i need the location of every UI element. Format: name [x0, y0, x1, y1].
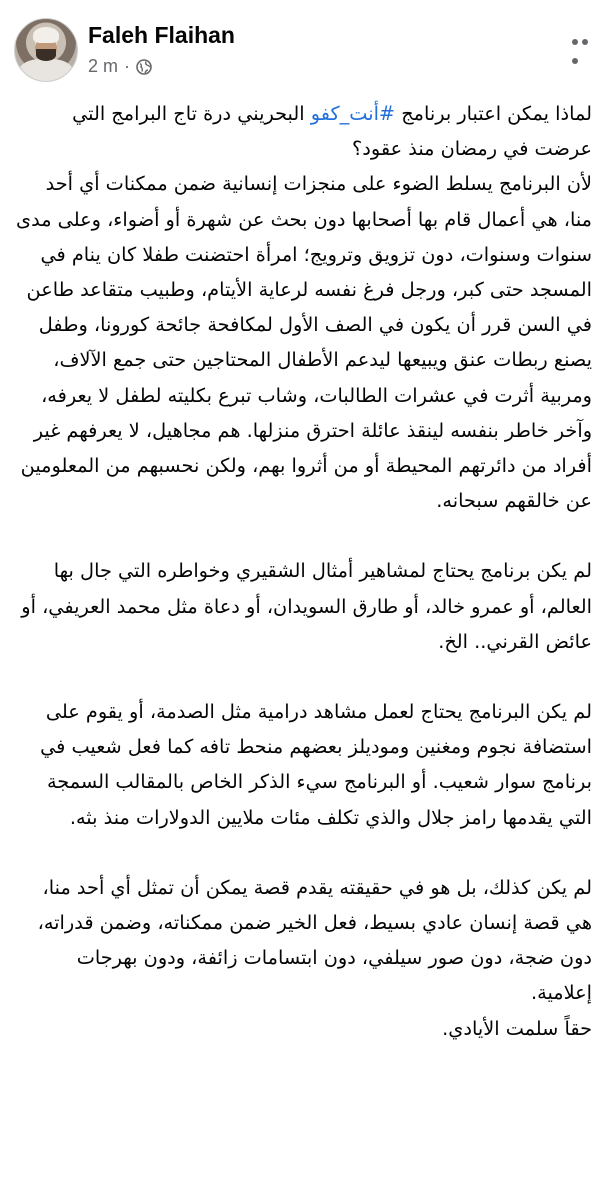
- globe-icon[interactable]: [136, 59, 152, 75]
- meta-separator: ·: [124, 56, 131, 76]
- post-header: [0, 0, 612, 88]
- hashtag-link[interactable]: #أنت_كفو: [310, 102, 396, 125]
- post-time[interactable]: 2 m: [88, 56, 119, 76]
- post-meta: [88, 56, 152, 77]
- post-text-1a: لماذا يمكن اعتبار برنامج: [395, 102, 592, 125]
- post-paragraph-2: لم يكن برنامج يحتاج لمشاهير أمثال الشقيري وخواطره التي جال بها العالم، أو عمرو خالد، أو طارق السويدان، أو دعاة مثل محمد العريفي، أو عائض القرني.. الخ.: [21, 559, 592, 653]
- post-paragraph-1: [16, 96, 592, 518]
- author-avatar[interactable]: [14, 18, 78, 82]
- post-paragraph-4: لم يكن كذلك، بل هو في حقيقته يقدم قصة يمكن أن تمثل أي أحد منا، هي قصة إنسان عادي بسيط، فعل الخير ضمن ممكناته، وضمن قدراته، دون ضجة، دون صور سيلفي، دون ابتسامات زائفة، ودون بهرجات إعلامية.: [37, 875, 592, 1005]
- post-paragraph-5: حقاً سلمت الأيادي.: [442, 1016, 592, 1040]
- author-name[interactable]: Faleh Flaihan: [88, 22, 235, 48]
- more-options-icon[interactable]: [570, 30, 598, 40]
- post-paragraph-3: لم يكن البرنامج يحتاج لعمل مشاهد درامية مثل الصدمة، أو يقوم على استضافة نجوم ومغنين وموديلز بعضهم منحط تافه كما فعل شعيب في برنامج سوار شعيب. أو البرنامج سيء الذكر الخاص بالمقالب السمجة التي يقدمها رامز جلال والذي تكلف مئات ملايين الدولارات منذ بثه.: [40, 700, 592, 829]
- post-text-1b: البحريني درة تاج البرامج التي عرضت في رمضان منذ عقود؟: [72, 102, 592, 161]
- post-body: [16, 96, 592, 1196]
- post-text-1c: لأن البرنامج يسلط الضوء على منجزات إنسانية ضمن ممكنات أي أحد منا، هي أعمال قام بها أصحابها دون بحث عن شهرة أو أضواء، وعلى مدى سنوات وسنوات، دون تزويق وترويج؛ امرأة احتضنت طفلا كان ينام في المسجد حتى كبر، ورجل فرغ نفسه لرعاية الأيتام، وطبيب متقاعد طاعن في السن قرر أن يكون في الصف الأول لمكافحة جائحة كورونا، وطفل يصنع ربطات عنق ويبيعها ليدعم الأطفال المحتاجين حتى جمع الآلاف، ومربية أثرت في عشرات الطالبات، وشاب تبرع بكليته لطفل لا يعرفه، وآخر خاطر بنفسه لينقذ عائلة احترق منزلها. هم مجاهيل، لا يعرفهم غير أفراد من دائرتهم المحيطة أو من أثروا بهم، ولكن نحسبهم من المعلومين عن خالقهم سبحانه.: [16, 172, 592, 513]
